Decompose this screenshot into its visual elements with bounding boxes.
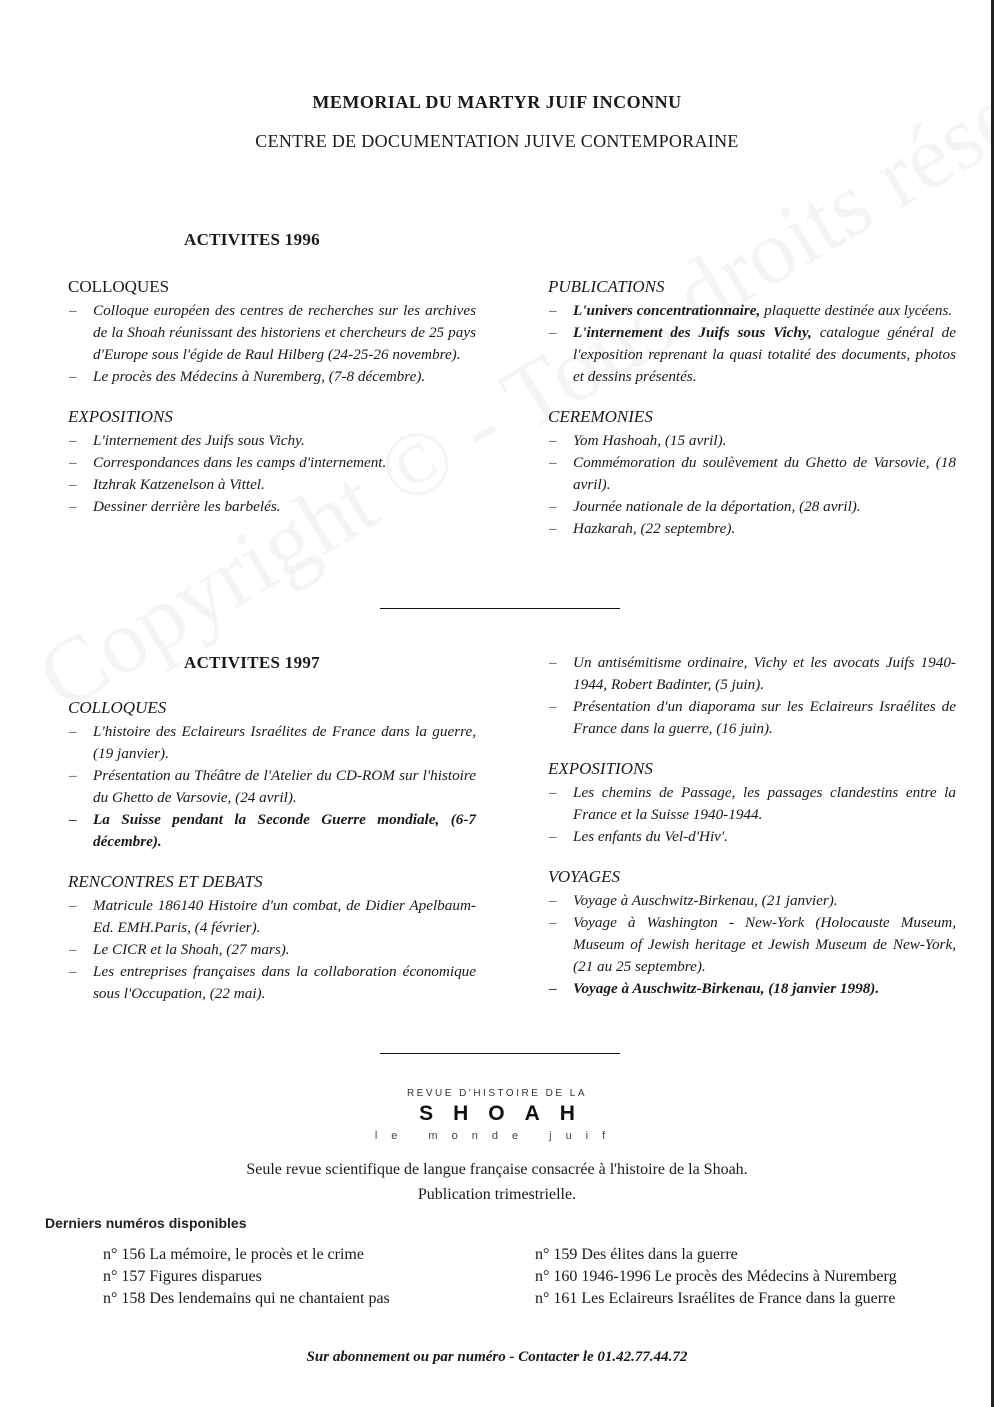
expositions-1997-list [548, 782, 956, 848]
activites-1997-right-column [548, 652, 956, 1000]
heading-activites-1997: ACTIVITES 1997 [184, 653, 320, 672]
revue-logo-bottom: le monde juif [374, 1130, 620, 1142]
publication-title: L'internement des Juifs sous Vichy, [573, 324, 812, 341]
revue-periodicity: Publication trimestrielle. [417, 1186, 577, 1203]
issues-right-list [535, 1244, 897, 1310]
publications-1996-list [548, 300, 956, 388]
rencontres-1997-continued-list [548, 652, 956, 740]
revue-tagline: Seule revue scientifique de langue française consacrée à l'histoire de la Shoah. [246, 1161, 748, 1178]
list-item: – L'internement des Juifs sous Vichy. [68, 430, 476, 452]
expositions-1996-heading: EXPOSITIONS [68, 407, 173, 426]
list-item: – Colloque européen des centres de recherches sur les archives de la Shoah réunissant des historiens et chercheurs de 25 pays d'Europe sous l'égide de Raul Hilberg (24-25-26 novembre). [68, 300, 476, 366]
page-subtitle: CENTRE DE DOCUMENTATION JUIVE CONTEMPORAINE [255, 131, 739, 151]
list-item: – Correspondances dans les camps d'internement. [68, 452, 476, 474]
expositions-1996-list [68, 430, 476, 518]
list-item: n° 160 1946-1996 Le procès des Médecins à Nuremberg [535, 1268, 897, 1285]
voyages-1997-list [548, 890, 956, 1000]
list-item: – La Suisse pendant la Seconde Guerre mondiale, (6-7 décembre). [68, 809, 476, 853]
list-item [548, 300, 956, 322]
section-divider [380, 608, 620, 609]
colloques-1997-heading: COLLOQUES [68, 698, 167, 717]
rencontres-1997-heading: RENCONTRES ET DEBATS [68, 872, 263, 891]
list-item: – L'histoire des Eclaireurs Israélites de France dans la guerre, (19 janvier). [68, 721, 476, 765]
list-item: n° 159 Des élites dans la guerre [535, 1246, 738, 1263]
list-item: – Le CICR et la Shoah, (27 mars). [68, 939, 476, 961]
activites-1997-left-column [68, 697, 476, 1005]
list-item: – Matricule 186140 Histoire d'un combat, de Didier Apelbaum- Ed. EMH.Paris, (4 février). [68, 895, 476, 939]
rencontres-1997-list [68, 895, 476, 1005]
publication-title: L'univers concentrationnaire, [573, 302, 761, 319]
list-item: – Présentation d'un diaporama sur les Eclaireurs Israélites de France dans la guerre, (16 juin). [548, 696, 956, 740]
list-item: n° 161 Les Eclaireurs Israélites de France dans la guerre [535, 1290, 896, 1307]
section-divider [380, 1053, 620, 1054]
list-item: – Dessiner derrière les barbelés. [68, 496, 476, 518]
list-item: – Les enfants du Vel-d'Hiv'. [548, 826, 956, 848]
publication-description: plaquette destinée aux lycéens. [760, 302, 953, 319]
page-title: MEMORIAL DU MARTYR JUIF INCONNU [312, 92, 682, 112]
colloques-1997-list [68, 721, 476, 853]
issues-left-list [103, 1244, 390, 1310]
list-item: – Itzhrak Katzenelson à Vittel. [68, 474, 476, 496]
ceremonies-1996-list [548, 430, 956, 540]
list-item: – Le procès des Médecins à Nuremberg, (7-8 décembre). [68, 366, 476, 388]
list-item: – Voyage à Auschwitz-Birkenau, (18 janvier 1998). [548, 978, 956, 1000]
list-item: – Les chemins de Passage, les passages clandestins entre la France et la Suisse 1940-1944. [548, 782, 956, 826]
list-item: n° 157 Figures disparues [103, 1268, 262, 1285]
list-item: – Commémoration du soulèvement du Ghetto de Varsovie, (18 avril). [548, 452, 956, 496]
heading-activites-1996: ACTIVITES 1996 [184, 230, 320, 249]
list-item: – Hazkarah, (22 septembre). [548, 518, 956, 540]
voyages-1997-heading: VOYAGES [548, 867, 620, 886]
ceremonies-1996-heading: CEREMONIES [548, 407, 653, 426]
list-item: n° 158 Des lendemains qui ne chantaient pas [103, 1290, 390, 1307]
derniers-numeros-heading: Derniers numéros disponibles [45, 1215, 247, 1231]
list-item: – Voyage à Auschwitz-Birkenau, (21 janvier). [548, 890, 956, 912]
list-item: – Les entreprises françaises dans la collaboration économique sous l'Occupation, (22 mai). [68, 961, 476, 1005]
list-item [548, 322, 956, 388]
colloques-1996-heading: COLLOQUES [68, 277, 170, 296]
publication-description: catalogue général de l'exposition reprenant la quasi totalité des documents, photos et dessins présentés. [573, 324, 956, 385]
list-item: n° 156 La mémoire, le procès et le crime [103, 1246, 364, 1263]
publications-1996-heading: PUBLICATIONS [548, 277, 665, 296]
activites-1996-left-column [68, 276, 476, 518]
list-item: – Un antisémitisme ordinaire, Vichy et les avocats Juifs 1940-1944, Robert Badinter, (5 juin). [548, 652, 956, 696]
colloques-1996-list [68, 300, 476, 388]
list-item: – Yom Hashoah, (15 avril). [548, 430, 956, 452]
list-item: – Présentation au Théâtre de l'Atelier du CD-ROM sur l'histoire du Ghetto de Varsovie, (24 avril). [68, 765, 476, 809]
contact-line: Sur abonnement ou par numéro - Contacter le 01.42.77.44.72 [306, 1349, 688, 1365]
list-item: – Voyage à Washington - New-York (Holocauste Museum, Museum of Jewish heritage et Jewish Museum de New-York, (21 au 25 septembre). [548, 912, 956, 978]
revue-logo-top: REVUE D'HISTOIRE DE LA [406, 1088, 588, 1099]
expositions-1997-heading: EXPOSITIONS [548, 759, 653, 778]
revue-logo-shoah: SHOAH [419, 1102, 595, 1125]
list-item: – Journée nationale de la déportation, (28 avril). [548, 496, 956, 518]
activites-1996-right-column [548, 276, 956, 540]
